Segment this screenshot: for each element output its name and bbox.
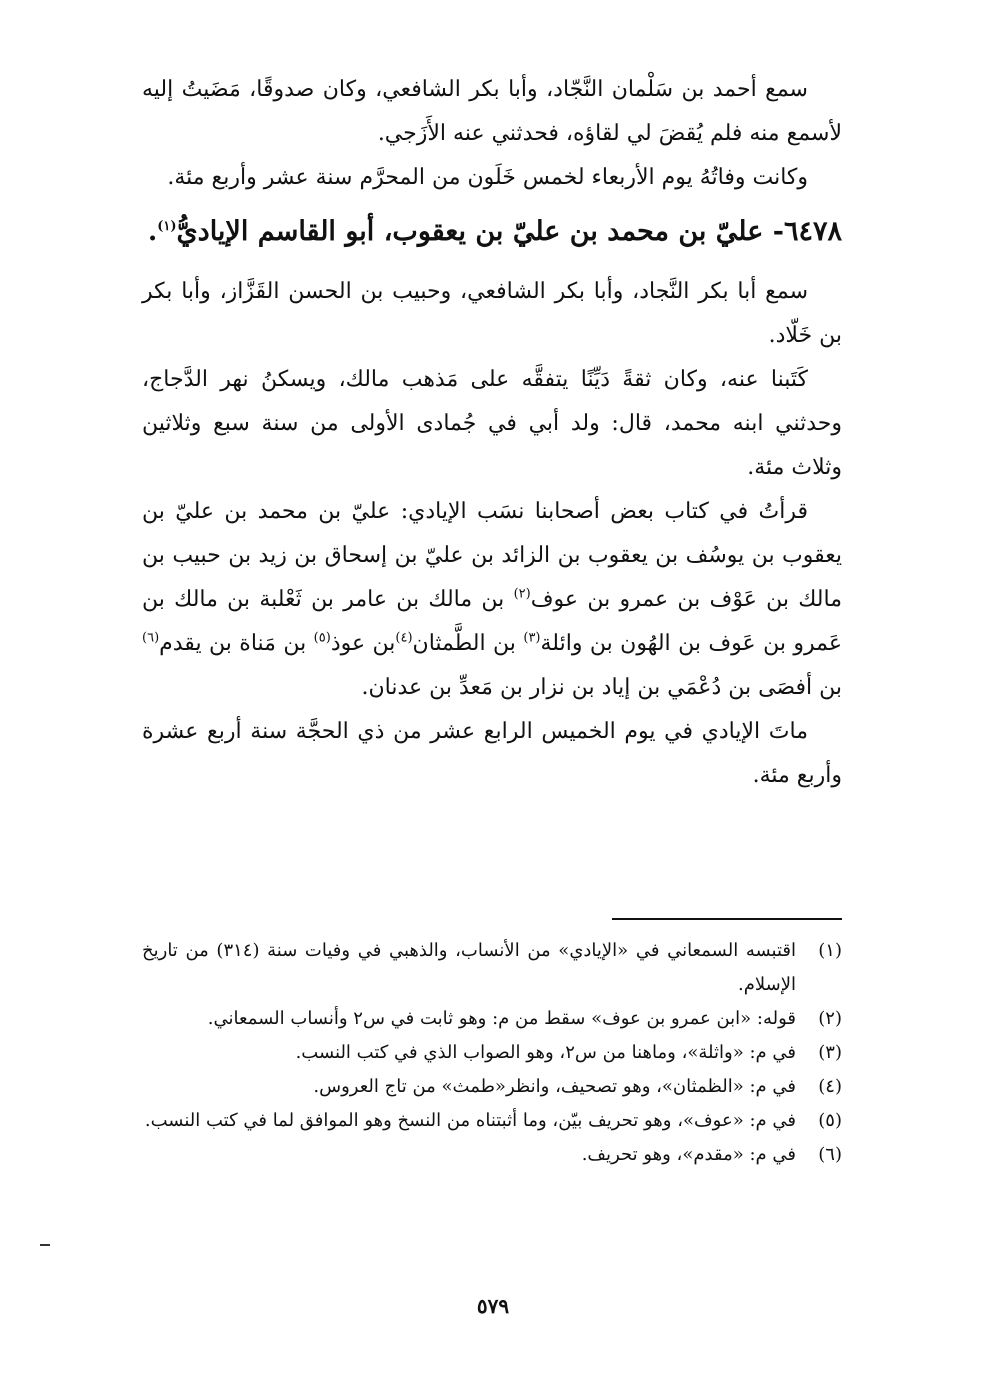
entry-paragraphs [142, 270, 842, 798]
footnote [142, 1104, 842, 1138]
entry-number: ٦٤٧٨- [772, 216, 842, 247]
paragraph-text: بن أفصَى بن دُعْمَي بن إياد بن نزار بن مَعدِّ بن عدنان. [361, 675, 842, 700]
footnote-text: في م: «عوف»، وهو تحريف بيّن، وما أثبتناه من النسخ وهو الموافق لما في كتب النسب. [144, 1110, 796, 1131]
page-number: ٥٧٩ [476, 1294, 510, 1318]
footnote-text: قوله: «ابن عمرو بن عوف» سقط من م: وهو ثابت في س٢ وأنساب السمعاني. [207, 1008, 796, 1029]
paragraph-text: ماتَ الإيادي في يوم الخميس الرابع عشر من ذي الحجَّة سنة أربع عشرة وأربع مئة. [142, 719, 842, 788]
footnote-text: في م: «مقدم»، وهو تحريف. [581, 1144, 796, 1165]
footnote-number: (١) [818, 940, 842, 961]
footnote [142, 1036, 842, 1070]
entry-heading [142, 206, 842, 258]
footnote-number: (٣) [818, 1042, 842, 1063]
footnote [142, 1070, 842, 1104]
footnote [142, 1138, 842, 1172]
paragraph-text: بن الطَّمثان [412, 631, 524, 656]
paragraph-text: وكانت وفاتُهُ يوم الأربعاء لخمس خَلَون من المحرَّم سنة عشر وأربع مئة. [167, 165, 808, 190]
paragraph-text: بن مَناة بن يقدم [159, 631, 314, 656]
paragraph-text: سمع أحمد بن سَلْمان النَّجّاد، وأبا بكر الشافعي، وكان صدوقًا، مَضَيتُ إليه لأسمع منه فلم يُقضَ لي لقاؤه، فحدثني عنه الأَزَجي. [142, 77, 842, 146]
paragraph [142, 358, 842, 490]
footnote [142, 934, 842, 1002]
paragraph [142, 490, 842, 710]
footnote-rule [612, 918, 842, 920]
entry-name: عليّ بن محمد بن عليّ بن يعقوب، أبو القاسم الإياديُّ [176, 216, 764, 247]
paragraph-text: سمع أبا بكر النَّجاد، وأبا بكر الشافعي، وحبيب بن الحسن القَزَّاز، وأبا بكر بن خَلّاد. [142, 279, 842, 348]
footnote-text: في م: «الظمثان»، وهو تصحيف، وانظر«طمث» من تاج العروس. [313, 1076, 796, 1097]
paragraph-text: بن عوذ [330, 631, 396, 656]
footnote-number: (٢) [818, 1008, 842, 1029]
footnote-text: اقتبسه السمعاني في «الإيادي» من الأنساب، والذهبي في وفيات سنة (٣١٤) من تاريخ الإسلام. [142, 940, 797, 995]
footnote-marker: (١) [157, 219, 177, 234]
footnote-marker: (٥) [313, 630, 331, 646]
footnote-marker: (٦) [142, 630, 160, 646]
paragraph [142, 270, 842, 358]
footnote [142, 1002, 842, 1036]
paragraph [142, 156, 842, 200]
main-text [142, 68, 842, 798]
footnotes [142, 934, 842, 1172]
footnote-number: (٥) [818, 1110, 842, 1131]
footnote-marker: (٢) [513, 586, 531, 602]
footnote-marker: (٣) [523, 630, 541, 646]
footnote-text: في م: «واثلة»، وماهنا من س٢، وهو الصواب الذي في كتب النسب. [295, 1042, 796, 1063]
paragraph [142, 68, 842, 156]
paragraph-text: كَتَبنا عنه، وكان ثقةً دَيِّنًا يتفقَّه على مَذهب مالك، ويسكنُ نهر الدَّجاج، وحدثني ابنه محمد، قال: ولد أبي في جُمادى الأولى من سنة سبع وثلاثين وثلاث مئة. [142, 367, 842, 480]
paragraph-text: بن مالك بن عامر بن ثَعْلبة بن مالك بن عَمرو بن عَوف بن الهُون بن وائلة [142, 587, 843, 656]
entry-end: . [147, 216, 158, 247]
paragraph-text: قرأتُ في كتاب بعض أصحابنا نسَب الإيادي: عليّ بن محمد بن عليّ بن يعقوب بن يوسُف بن يعقوب بن الزائد بن عليّ بن إسحاق بن زيد بن حبيب بن مالك بن عَوْف بن عمرو بن عوف [142, 499, 842, 612]
footnote-number: (٦) [818, 1144, 842, 1165]
margin-mark [40, 1244, 50, 1246]
paragraph [142, 710, 842, 798]
footnote-marker: (٤) [395, 630, 413, 646]
footnote-number: (٤) [818, 1076, 842, 1097]
